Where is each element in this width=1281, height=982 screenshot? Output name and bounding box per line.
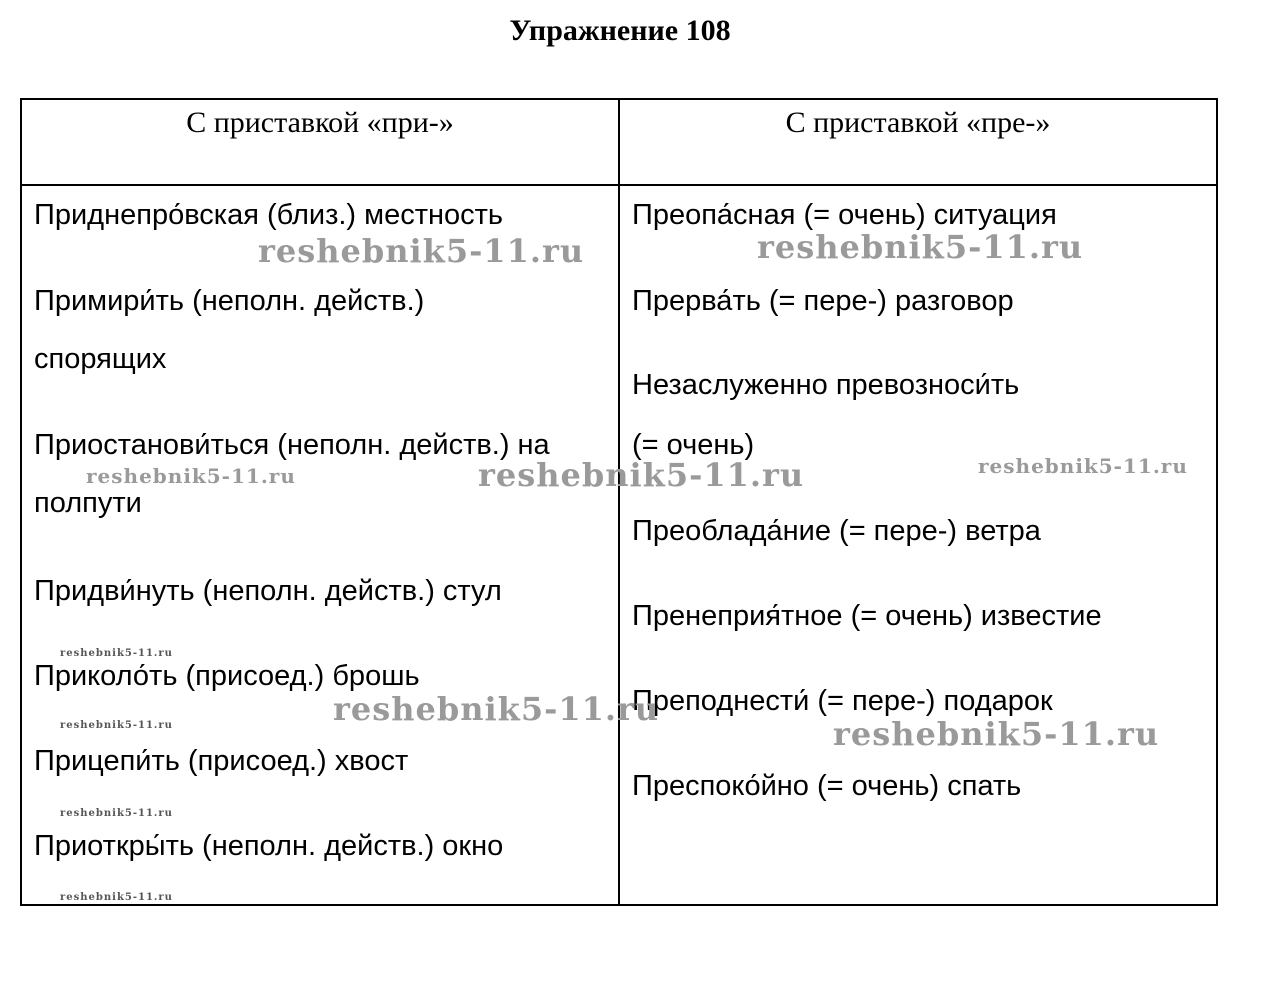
- list-item: полпути: [34, 487, 142, 519]
- list-item: Приколо́ть (присоед.) брошь: [34, 660, 420, 692]
- prefix-table: [20, 98, 1218, 906]
- list-item: Преподнести́ (= пере-) подарок: [632, 685, 1053, 717]
- watermark: reshebnik5-11.ru: [757, 228, 1084, 266]
- watermark: reshebnik5-11.ru: [60, 720, 173, 731]
- list-item: Прерва́ть (= пере-) разговор: [632, 285, 1014, 317]
- watermark: reshebnik5-11.ru: [833, 715, 1160, 753]
- list-item: Пренеприя́тное (= очень) известие: [632, 600, 1102, 632]
- header-pri: С приставкой «при-»: [21, 99, 619, 185]
- exercise-title: Упражнение 108: [509, 14, 731, 47]
- list-item: Преопа́сная (= очень) ситуация: [632, 199, 1057, 231]
- list-item: Приостанови́ться (неполн. действ.) на: [34, 429, 550, 461]
- list-item: Преспоко́йно (= очень) спать: [632, 770, 1022, 802]
- watermark: reshebnik5-11.ru: [478, 456, 805, 494]
- watermark: reshebnik5-11.ru: [258, 232, 585, 270]
- list-item: Придви́нуть (неполн. действ.) стул: [34, 575, 502, 607]
- watermark: reshebnik5-11.ru: [978, 454, 1188, 478]
- column-pre: [619, 185, 1217, 905]
- watermark: reshebnik5-11.ru: [86, 464, 296, 488]
- column-pri: [21, 185, 619, 905]
- list-item: Приоткры́ть (неполн. действ.) окно: [34, 830, 504, 862]
- watermark: reshebnik5-11.ru: [60, 808, 173, 819]
- list-item: Приднепро́вская (близ.) местность: [34, 199, 504, 231]
- watermark: reshebnik5-11.ru: [333, 690, 660, 728]
- list-item: (= очень): [632, 429, 755, 461]
- list-item: Прицепи́ть (присоед.) хвост: [34, 745, 409, 777]
- list-item: Незаслуженно превозноси́ть: [632, 369, 1020, 401]
- watermark: reshebnik5-11.ru: [60, 892, 173, 903]
- list-item: Примири́ть (неполн. действ.): [34, 285, 425, 317]
- list-item: Преоблада́ние (= пере-) ветра: [632, 515, 1041, 547]
- watermark: reshebnik5-11.ru: [60, 648, 173, 659]
- header-pre: С приставкой «пре-»: [619, 99, 1217, 185]
- list-item: спорящих: [34, 343, 167, 375]
